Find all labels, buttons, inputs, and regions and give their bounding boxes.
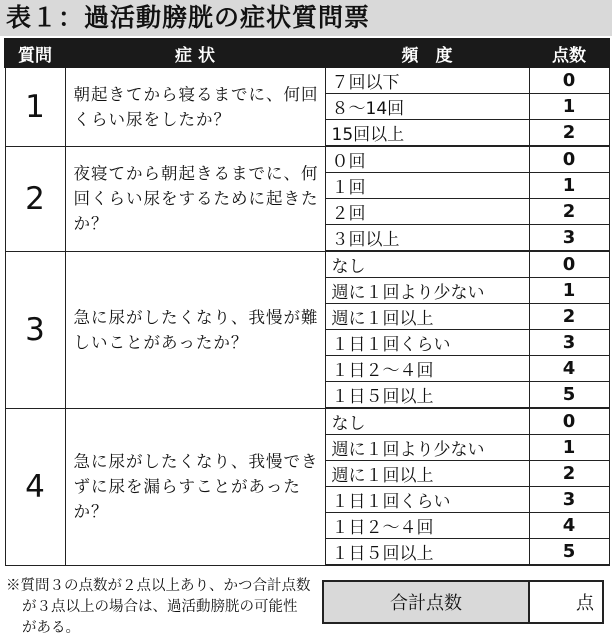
frequency-option[interactable]: ７回以下 (325, 67, 529, 94)
frequency-option[interactable]: １日２～４回 (325, 356, 529, 382)
option-score: 1 (529, 173, 609, 199)
option-score: 2 (529, 199, 609, 225)
option-score: 3 (529, 487, 609, 513)
total-score-box (322, 580, 604, 624)
question-text: 夜寝てから朝起きるまでに、何回くらい尿をするために起きたか？ (65, 146, 325, 251)
option-score: 1 (529, 278, 609, 304)
header-score: 点数 (529, 39, 609, 67)
option-score: 5 (529, 539, 609, 566)
table-body (5, 67, 609, 565)
option-score: 2 (529, 120, 609, 147)
table-row (5, 251, 609, 278)
total-score-label: 合計点数 (324, 582, 530, 622)
frequency-option[interactable]: 15回以上 (325, 120, 529, 147)
option-score: 5 (529, 382, 609, 409)
frequency-option[interactable]: 週に１回以上 (325, 304, 529, 330)
frequency-option[interactable]: ０回 (325, 146, 529, 173)
table-row (5, 408, 609, 435)
title-bar (0, 0, 612, 36)
question-number: 4 (5, 408, 65, 565)
table-row (5, 67, 609, 94)
total-score-field[interactable] (530, 582, 602, 622)
option-score: 2 (529, 304, 609, 330)
option-score: 1 (529, 435, 609, 461)
frequency-option[interactable]: １日５回以上 (325, 539, 529, 566)
page-title: 表１：過活動膀胱の症状質問票 (6, 3, 371, 32)
option-score: 0 (529, 251, 609, 278)
question-number: 3 (5, 251, 65, 408)
frequency-option[interactable]: １回 (325, 173, 529, 199)
option-score: 0 (529, 146, 609, 173)
option-score: 4 (529, 356, 609, 382)
frequency-option[interactable]: 週に１回より少ない (325, 435, 529, 461)
header-question: 質問 (5, 39, 65, 67)
frequency-option[interactable]: １日５回以上 (325, 382, 529, 409)
option-score: 0 (529, 408, 609, 435)
frequency-option[interactable]: ８～14回 (325, 94, 529, 120)
frequency-option[interactable]: 週に１回より少ない (325, 278, 529, 304)
question-number: 2 (5, 146, 65, 251)
question-text: 朝起きてから寝るまでに、何回くらい尿をしたか？ (65, 67, 325, 146)
total-score-unit: 点 (576, 593, 594, 614)
frequency-option[interactable]: １日２～４回 (325, 513, 529, 539)
frequency-option[interactable]: ２回 (325, 199, 529, 225)
option-score: 4 (529, 513, 609, 539)
table-row (5, 146, 609, 173)
option-score: 0 (529, 67, 609, 94)
question-text: 急に尿がしたくなり、我慢できずに尿を漏らすことがあったか？ (65, 408, 325, 565)
header-symptom: 症 状 (65, 39, 325, 67)
frequency-option[interactable]: なし (325, 408, 529, 435)
option-score: 3 (529, 330, 609, 356)
table-header-row (5, 39, 609, 67)
frequency-option[interactable]: １日１回くらい (325, 487, 529, 513)
option-score: 2 (529, 461, 609, 487)
frequency-option[interactable]: ３回以上 (325, 225, 529, 252)
question-text: 急に尿がしたくなり、我慢が難しいことがあったか？ (65, 251, 325, 408)
question-number: 1 (5, 67, 65, 146)
frequency-option[interactable]: なし (325, 251, 529, 278)
header-frequency: 頻 度 (325, 39, 529, 67)
option-score: 3 (529, 225, 609, 252)
footnote: ※質問３の点数が２点以上あり、かつ合計点数が３点以上の場合は、過活動膀胱の可能性がある。 (6, 578, 311, 636)
frequency-option[interactable]: 週に１回以上 (325, 461, 529, 487)
symptom-table (4, 38, 610, 566)
option-score: 1 (529, 94, 609, 120)
frequency-option[interactable]: １日１回くらい (325, 330, 529, 356)
